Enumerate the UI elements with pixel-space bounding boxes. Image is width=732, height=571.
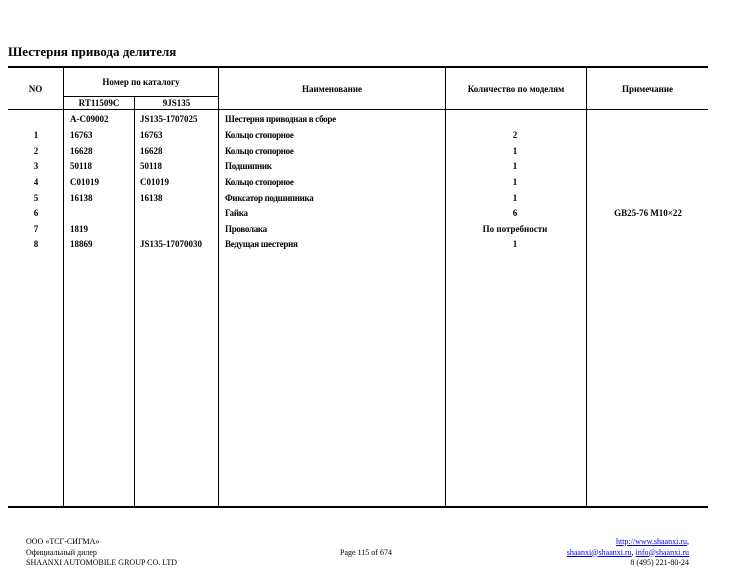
footer-right: http://www.shaanxi.ru, shaanxi@shaanxi.ru, info@shaanxi.ru 8 (495) 221-80-24 xyxy=(566,537,689,567)
row-qty: 1 xyxy=(512,161,518,171)
row-name: Проволака xyxy=(225,224,267,234)
footer-group: SHAANXI AUTOMOBILE GROUP CO. LTD xyxy=(26,558,178,567)
row-name: Кольцо стопорное xyxy=(225,146,294,156)
footer-phone: 8 (495) 221-80-24 xyxy=(630,558,689,567)
footer-dealer: Официальный дилер xyxy=(26,547,97,557)
row-part-a: 50118 xyxy=(70,161,93,171)
row-no: 5 xyxy=(33,193,39,203)
row-qty: По потребности xyxy=(482,224,548,234)
row-part-a: C01019 xyxy=(70,177,99,187)
row-part-b: JS135-1707025 xyxy=(140,114,198,124)
row-name: Подшипник xyxy=(225,161,272,171)
row-no: 3 xyxy=(33,161,39,171)
header-name: Наименование xyxy=(302,84,362,94)
row-part-a: 16763 xyxy=(70,130,93,140)
header-note: Примечание xyxy=(621,84,674,94)
header-catalog-a: RT11509C xyxy=(78,98,120,108)
row-no: 1 xyxy=(33,130,39,140)
col-divider xyxy=(218,68,219,506)
row-qty: 1 xyxy=(512,146,518,156)
parts-table xyxy=(8,66,708,508)
row-no: 4 xyxy=(33,177,39,187)
row-no: 8 xyxy=(33,239,39,249)
row-part-b: 16138 xyxy=(140,193,163,203)
row-part-a: 16628 xyxy=(70,146,93,156)
row-name: Фиксатор подшипника xyxy=(225,193,314,203)
col-divider xyxy=(586,68,587,506)
header-catalog-b: 9JS135 xyxy=(162,98,191,108)
row-note: GB25-76 M10×22 xyxy=(614,208,682,218)
header-bottom-line xyxy=(8,109,708,110)
row-no: 2 xyxy=(33,146,39,156)
row-name: Кольцо стопорное xyxy=(225,177,294,187)
row-no: 6 xyxy=(33,208,39,218)
footer-page: Page 115 of 674 xyxy=(340,548,392,557)
row-part-a: 18869 xyxy=(70,239,93,249)
header-qty: Количество по моделям xyxy=(467,84,565,94)
row-part-a: 1819 xyxy=(70,224,88,234)
row-part-b: JS135-17070030 xyxy=(140,239,203,249)
page-title: Шестерня привода делителя xyxy=(8,44,177,59)
row-qty: 1 xyxy=(512,239,518,249)
header-divider xyxy=(64,96,218,97)
row-name: Гайка xyxy=(225,208,248,218)
row-name: Кольцо стопорное xyxy=(225,130,294,140)
header-no: NO xyxy=(28,84,43,94)
row-qty: 1 xyxy=(512,177,518,187)
row-part-a: A-C09002 xyxy=(70,114,109,124)
row-part-b: 50118 xyxy=(140,161,163,171)
header-catalog: Номер по каталогу xyxy=(102,77,180,87)
row-qty: 2 xyxy=(512,130,518,140)
footer-site-link[interactable]: http://www.shaanxi.ru xyxy=(615,537,687,546)
row-name: Шестерня приводная в сборе xyxy=(225,114,336,124)
row-part-b: 16763 xyxy=(140,130,163,140)
row-no: 7 xyxy=(33,224,39,234)
footer-company: ООО «ТСГ-СИГМА» xyxy=(26,537,100,546)
row-part-a: 16138 xyxy=(70,193,93,203)
row-qty: 6 xyxy=(512,208,518,218)
col-divider xyxy=(134,97,135,506)
footer-email2-link[interactable]: info@shaanxi.ru xyxy=(635,547,689,557)
row-name: Ведущая шестерня xyxy=(225,239,298,249)
footer-email1-link[interactable]: shaanxi@shaanxi.ru xyxy=(566,547,632,557)
row-qty: 1 xyxy=(512,193,518,203)
row-part-b: C01019 xyxy=(140,177,169,187)
row-part-b: 16628 xyxy=(140,146,163,156)
